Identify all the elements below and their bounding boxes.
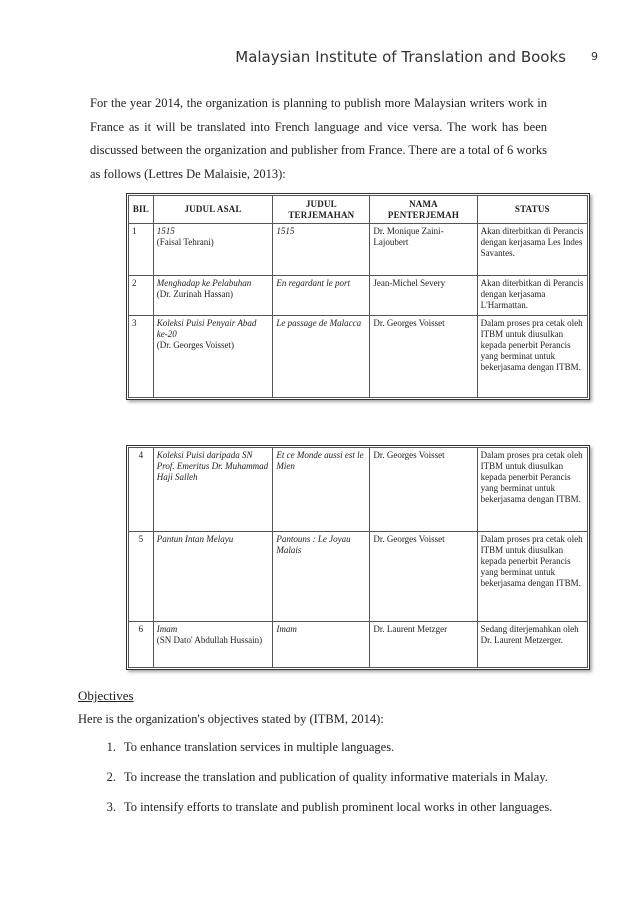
cell-status: Akan diterbitkan di Perancis dengan kerjasama L'Harmattan. bbox=[477, 276, 587, 316]
table-row bbox=[129, 532, 588, 622]
works-table bbox=[128, 195, 588, 398]
page-header bbox=[0, 48, 638, 72]
cell-judul-terjemahan: Le passage de Malacca bbox=[273, 316, 370, 398]
judul-asal-title: Menghadap ke Pelabuhan bbox=[156, 278, 252, 288]
judul-asal-author: (Dr. Zurinah Hassan) bbox=[156, 289, 233, 299]
list-item-text: To increase the translation and publication of quality informative materials in Malay. bbox=[124, 770, 548, 784]
works-table-part-2 bbox=[126, 445, 590, 670]
table-row bbox=[129, 622, 588, 668]
list-item-number: 3. bbox=[106, 800, 116, 814]
judul-asal-title: 1515 bbox=[156, 226, 175, 236]
cell-penterjemah: Dr. Georges Voisset bbox=[370, 448, 477, 532]
works-table-continued bbox=[128, 447, 588, 668]
cell-judul-asal bbox=[153, 532, 273, 622]
cell-judul-terjemahan: En regardant le port bbox=[273, 276, 370, 316]
cell-penterjemah: Jean-Michel Severy bbox=[370, 276, 477, 316]
page-number: 9 bbox=[591, 50, 598, 63]
cell-status: Akan diterbitkan di Perancis dengan kerjasama Les Indes Savantes. bbox=[477, 224, 587, 276]
objectives-list bbox=[78, 740, 578, 830]
cell-penterjemah: Dr. Georges Voisset bbox=[370, 316, 477, 398]
cell-judul-terjemahan: Pantouns : Le Joyau Malais bbox=[273, 532, 370, 622]
list-item bbox=[78, 770, 578, 800]
cell-bil: 3 bbox=[129, 316, 154, 398]
header-status: STATUS bbox=[477, 196, 587, 224]
judul-asal-author: (Dr. Georges Voisset) bbox=[156, 340, 234, 350]
table-row bbox=[129, 448, 588, 532]
list-item-number: 1. bbox=[106, 740, 116, 754]
cell-status: Dalam proses pra cetak oleh ITBM untuk diusulkan kepada penerbit Perancis yang berminat untuk bekerjasama dengan ITBM. bbox=[477, 532, 587, 622]
cell-judul-asal bbox=[153, 622, 273, 668]
table-row bbox=[129, 276, 588, 316]
list-item-number: 2. bbox=[106, 770, 116, 784]
intro-paragraph: For the year 2014, the organization is planning to publish more Malaysian writers work in France as it will be translated into French language and vice versa. The work has been discussed between the organization and publisher from France. There are a total of 6 works as follows (Lettres De Malaisie, 2013): bbox=[90, 96, 547, 181]
judul-asal-author: (Faisal Tehrani) bbox=[156, 237, 214, 247]
list-item bbox=[78, 740, 578, 770]
header-bil: BIL bbox=[129, 196, 154, 224]
cell-bil: 2 bbox=[129, 276, 154, 316]
header-judul-terjemahan: JUDUL TERJEMAHAN bbox=[273, 196, 370, 224]
cell-penterjemah: Dr. Georges Voisset bbox=[370, 532, 477, 622]
judul-asal-title: Koleksi Puisi Penyair Abad ke-20 bbox=[156, 318, 257, 339]
cell-status: Sedang diterjemahkan oleh Dr. Laurent Metzerger. bbox=[477, 622, 587, 668]
works-table-part-1 bbox=[126, 193, 590, 400]
table-row bbox=[129, 316, 588, 398]
list-item-text: To intensify efforts to translate and publish prominent local works in other languages. bbox=[124, 800, 553, 814]
table-header-row bbox=[129, 196, 588, 224]
judul-asal-title: Imam bbox=[156, 624, 178, 634]
list-item bbox=[78, 800, 578, 830]
table-row bbox=[129, 224, 588, 276]
list-item-text: To enhance translation services in multiple languages. bbox=[124, 740, 395, 754]
cell-bil: 1 bbox=[129, 224, 154, 276]
cell-penterjemah: Dr. Laurent Metzger bbox=[370, 622, 477, 668]
judul-asal-title: Koleksi Puisi daripada SN Prof. Emeritus Dr. Muhammad Haji Salleh bbox=[156, 450, 269, 482]
cell-status: Dalam proses pra cetak oleh ITBM untuk diusulkan kepada penerbit Perancis yang berminat untuk bekerjasama dengan ITBM. bbox=[477, 316, 587, 398]
objectives-intro: Here is the organization's objectives stated by (ITBM, 2014): bbox=[78, 712, 384, 726]
cell-penterjemah: Dr. Monique Zaini-Lajoubert bbox=[370, 224, 477, 276]
cell-judul-terjemahan: Et ce Monde aussi est le Mien bbox=[273, 448, 370, 532]
cell-judul-terjemahan: Imam bbox=[273, 622, 370, 668]
cell-bil: 4 bbox=[129, 448, 154, 532]
cell-judul-asal bbox=[153, 224, 273, 276]
header-nama-penterjemah: NAMA PENTERJEMAH bbox=[370, 196, 477, 224]
cell-bil: 5 bbox=[129, 532, 154, 622]
cell-status: Dalam proses pra cetak oleh ITBM untuk diusulkan kepada penerbit Perancis yang berminat untuk bekerjasama dengan ITBM. bbox=[477, 448, 587, 532]
cell-judul-terjemahan: 1515 bbox=[273, 224, 370, 276]
judul-asal-author: (SN Dato' Abdullah Hussain) bbox=[156, 635, 263, 645]
cell-bil: 6 bbox=[129, 622, 154, 668]
cell-judul-asal bbox=[153, 316, 273, 398]
judul-asal-title: Pantun Intan Melayu bbox=[156, 534, 234, 544]
header-judul-asal: JUDUL ASAL bbox=[153, 196, 273, 224]
header-title: Malaysian Institute of Translation and Books bbox=[235, 48, 566, 66]
cell-judul-asal bbox=[153, 276, 273, 316]
cell-judul-asal bbox=[153, 448, 273, 532]
objectives-heading: Objectives bbox=[78, 688, 134, 703]
